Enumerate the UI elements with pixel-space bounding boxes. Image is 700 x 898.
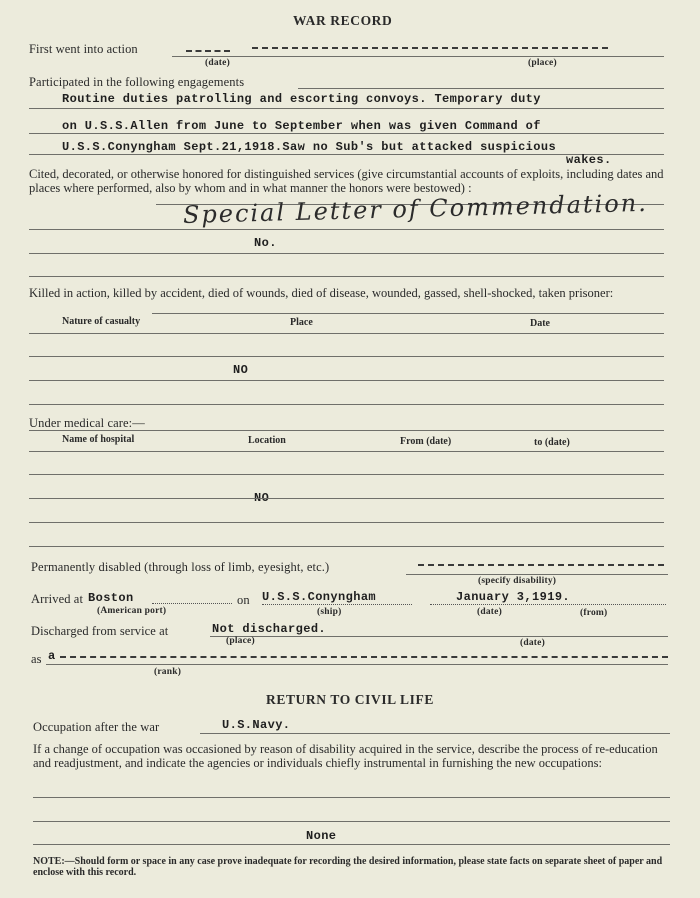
cited-line-3 [29,276,664,277]
discharged-as-value: a [48,649,56,663]
medical-answer: NO [254,491,270,505]
medical-col-from: From (date) [400,436,452,447]
casualty-col-place: Place [290,317,313,328]
medical-col-hospital: Name of hospital [62,434,135,445]
casualty-col-nature: Nature of casualty [62,316,141,327]
first-action-place-caption: (place) [528,58,557,68]
medical-line-0 [29,430,664,431]
civil-line-3 [33,844,670,845]
occupation-value: U.S.Navy. [222,718,291,732]
arrived-port-line [152,603,232,604]
engagements-line-2 [29,133,664,134]
medical-col-to: to (date) [534,437,570,448]
arrived-date-caption: (date) [477,607,502,617]
civil-line-2 [33,821,670,822]
discharged-as-dash [60,656,668,658]
engagements-text-3b: wakes. [566,153,612,167]
cited-line-2 [29,253,664,254]
form-note: NOTE:—Should form or space in any case prove inadequate for recording the desired information, please state facts on separate sheet of paper and enclose with this record. [33,856,663,878]
disabled-caption: (specify disability) [478,576,557,586]
civil-change-label: If a change of occupation was occasioned by reason of disability acquired in the service, describe the process of re-education and readjustment, and indicate the agencies or individuals chiefly instrumental in furnishing the new occupations: [33,742,658,770]
engagements-line-0 [298,88,664,89]
first-action-date-caption: (date) [205,58,230,68]
casualty-answer: NO [233,363,249,377]
medical-line-3 [29,498,664,499]
engagements-line-1 [29,108,664,109]
arrived-port: Boston [88,591,134,605]
engagements-text-1: Routine duties patrolling and escorting convoys. Temporary duty [62,92,541,106]
medical-line-1 [29,451,664,452]
discharged-place-caption: (place) [226,636,255,646]
discharged-date-caption: (date) [520,638,545,648]
arrived-on-label: on [237,593,250,607]
disabled-label: Permanently disabled (through loss of limb, eyesight, etc.) [31,560,330,574]
occupation-line [200,733,670,734]
medical-line-4 [29,522,664,523]
discharged-label: Discharged from service at [31,624,169,638]
cited-handwritten: Special Letter of Commendation. [182,188,649,229]
medical-col-location: Location [248,435,286,446]
discharged-as-label: as [31,652,42,666]
medical-label: Under medical care:— [29,416,145,430]
arrived-ship: U.S.S.Conyngham [262,590,377,604]
form-title: WAR RECORD [293,13,393,28]
arrived-port-caption: (American port) [97,606,167,616]
first-action-place-dash [252,47,608,49]
first-action-line [172,56,664,57]
first-action-date-dash [186,50,230,52]
discharged-rank-caption: (rank) [154,667,182,677]
arrived-from-caption: (from) [580,608,608,618]
civil-answer: None [306,829,337,843]
discharged-as-line [46,664,668,665]
engagements-label: Participated in the following engagements [29,75,245,89]
discharged-value: Not discharged. [212,622,327,636]
arrived-label: Arrived at [31,592,84,606]
casualty-line-2 [29,356,664,357]
arrived-date-line [430,604,666,605]
casualty-label: Killed in action, killed by accident, died of wounds, died of disease, wounded, gassed, shell-shocked, taken prisoner: [29,286,614,300]
casualty-line-0 [152,313,664,314]
casualty-col-date: Date [530,318,550,329]
civil-line-1 [33,797,670,798]
arrived-ship-line [262,604,412,605]
cited-typed: No. [254,236,277,250]
arrived-date: January 3,1919. [456,590,571,604]
casualty-line-1 [29,333,664,334]
casualty-line-4 [29,404,664,405]
engagements-text-2: on U.S.S.Allen from June to September when was given Command of [62,119,541,133]
discharged-line [210,636,668,637]
arrived-ship-caption: (ship) [317,607,342,617]
civil-title: RETURN TO CIVIL LIFE [266,692,434,707]
casualty-line-3 [29,380,664,381]
first-action-label: First went into action [29,42,138,56]
cited-label: Cited, decorated, or otherwise honored for distinguished services (give circumstantial accounts of exploits, including dates and places where performed, also by whom and in what manner the honors were bestowed) : [29,167,664,195]
disabled-dash [418,564,664,566]
engagements-text-3: U.S.S.Conyngham Sept.21,1918.Saw no Sub's but attacked suspicious [62,140,557,154]
cited-line-1 [29,229,664,230]
disabled-line [406,574,668,575]
medical-line-2 [29,474,664,475]
medical-line-5 [29,546,664,547]
occupation-label: Occupation after the war [33,720,160,734]
